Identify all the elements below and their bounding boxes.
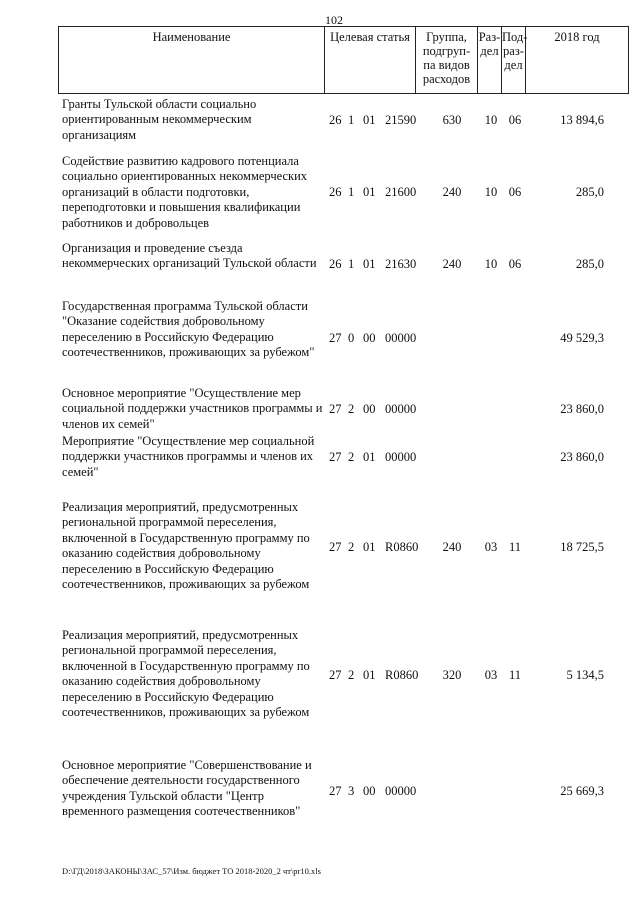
amount: 23 860,0 xyxy=(560,402,604,416)
code-subprogram: 2 xyxy=(348,540,355,554)
row-name: Организация и проведение съезда некоммерческих организаций Тульской области xyxy=(62,241,317,271)
row-name: Содействие развитию кадрового потенциала социально ориентированных некоммерческих организаций в области подготовки, переподготовки и повышения квалификации работников и добровольцев xyxy=(62,154,308,230)
group-code: 240 xyxy=(442,540,462,554)
row-name: Мероприятие "Осуществление мер социальной поддержки участников программы и членов их семей" xyxy=(62,434,315,479)
group-code: 240 xyxy=(442,257,462,271)
code-direction: 21590 xyxy=(385,113,417,127)
header-razdel: Раз- дел xyxy=(478,27,502,94)
code-event: 01 xyxy=(363,257,376,271)
code-direction: 21630 xyxy=(385,257,417,271)
code-program: 27 xyxy=(329,784,342,798)
code-subprogram: 1 xyxy=(348,257,355,271)
group-code: 320 xyxy=(442,668,462,682)
code-subprogram: 1 xyxy=(348,185,355,199)
code-program: 26 xyxy=(329,257,342,271)
header-target: Целевая статья xyxy=(325,27,416,94)
code-subprogram: 0 xyxy=(348,331,355,345)
code-direction: 21600 xyxy=(385,185,417,199)
podrazdel-code: 06 xyxy=(508,113,522,127)
code-subprogram: 1 xyxy=(348,113,355,127)
razdel-code: 03 xyxy=(484,668,498,682)
code-direction: R0860 xyxy=(385,540,419,554)
code-event: 01 xyxy=(363,113,376,127)
page-number: 102 xyxy=(325,13,343,27)
code-event: 00 xyxy=(363,784,376,798)
row-name: Реализация мероприятий, предусмотренных региональной программой переселения, включенной в Государственную программу по оказанию содействия добровольному переселению в Российскую Федерацию соотечественников, проживающих за рубежом xyxy=(62,500,310,592)
code-program: 27 xyxy=(329,450,342,464)
code-program: 27 xyxy=(329,331,342,345)
code-event: 01 xyxy=(363,185,376,199)
razdel-code: 10 xyxy=(484,185,498,199)
razdel-code: 10 xyxy=(484,113,498,127)
code-direction: 00000 xyxy=(385,450,417,464)
code-program: 27 xyxy=(329,402,342,416)
code-event: 01 xyxy=(363,450,376,464)
podrazdel-code: 11 xyxy=(508,540,522,554)
razdel-code: 03 xyxy=(484,540,498,554)
amount: 18 725,5 xyxy=(560,540,604,554)
code-subprogram: 3 xyxy=(348,784,355,798)
code-program: 26 xyxy=(329,185,342,199)
code-program: 27 xyxy=(329,668,342,682)
header-name: Наименование xyxy=(59,27,325,94)
podrazdel-code: 06 xyxy=(508,185,522,199)
code-event: 01 xyxy=(363,668,376,682)
amount: 285,0 xyxy=(575,257,604,271)
code-direction: 00000 xyxy=(385,402,417,416)
podrazdel-code: 06 xyxy=(508,257,522,271)
code-event: 01 xyxy=(363,540,376,554)
code-event: 00 xyxy=(363,331,376,345)
row-name: Основное мероприятие "Совершенствование и обеспечение деятельности государственного учреждения Тульской области "Центр временного размещения соотечественников" xyxy=(62,758,312,819)
code-program: 26 xyxy=(329,113,342,127)
razdel-code: 10 xyxy=(484,257,498,271)
amount: 49 529,3 xyxy=(560,331,604,345)
amount: 5 134,5 xyxy=(566,668,604,682)
amount: 25 669,3 xyxy=(560,784,604,798)
row-name: Основное мероприятие "Осуществление мер социальной поддержки участников программы и членов их семей" xyxy=(62,386,323,431)
header-podrazdel: Под- раз- дел xyxy=(502,27,526,94)
code-subprogram: 2 xyxy=(348,402,355,416)
row-name: Реализация мероприятий, предусмотренных региональной программой переселения, включенной в Государственную программу по оказанию содействия добровольному переселению в Российскую Федерацию соотечественников, проживающих за рубежом xyxy=(62,628,310,720)
code-program: 27 xyxy=(329,540,342,554)
file-path-footer: D:\ГД\2018\ЗАКОНЫ\ЗАС_57\Изм. бюджет ТО 2018-2020_2 чт\pr10.xls xyxy=(62,866,321,876)
amount: 285,0 xyxy=(575,185,604,199)
code-direction: 00000 xyxy=(385,331,417,345)
amount: 13 894,6 xyxy=(560,113,604,127)
group-code: 630 xyxy=(442,113,462,127)
code-direction: 00000 xyxy=(385,784,417,798)
code-direction: R0860 xyxy=(385,668,419,682)
code-event: 00 xyxy=(363,402,376,416)
row-name: Государственная программа Тульской области "Оказание содействия добровольному переселению в Российскую Федерацию соотечественников, проживающих за рубежом" xyxy=(62,299,315,360)
group-code: 240 xyxy=(442,185,462,199)
amount: 23 860,0 xyxy=(560,450,604,464)
code-subprogram: 2 xyxy=(348,450,355,464)
code-subprogram: 2 xyxy=(348,668,355,682)
row-name: Гранты Тульской области социально ориентированным некоммерческим организациям xyxy=(62,97,257,142)
podrazdel-code: 11 xyxy=(508,668,522,682)
header-year: 2018 год xyxy=(526,27,629,94)
header-group: Группа, подгруп- па видов расходов xyxy=(416,27,478,94)
